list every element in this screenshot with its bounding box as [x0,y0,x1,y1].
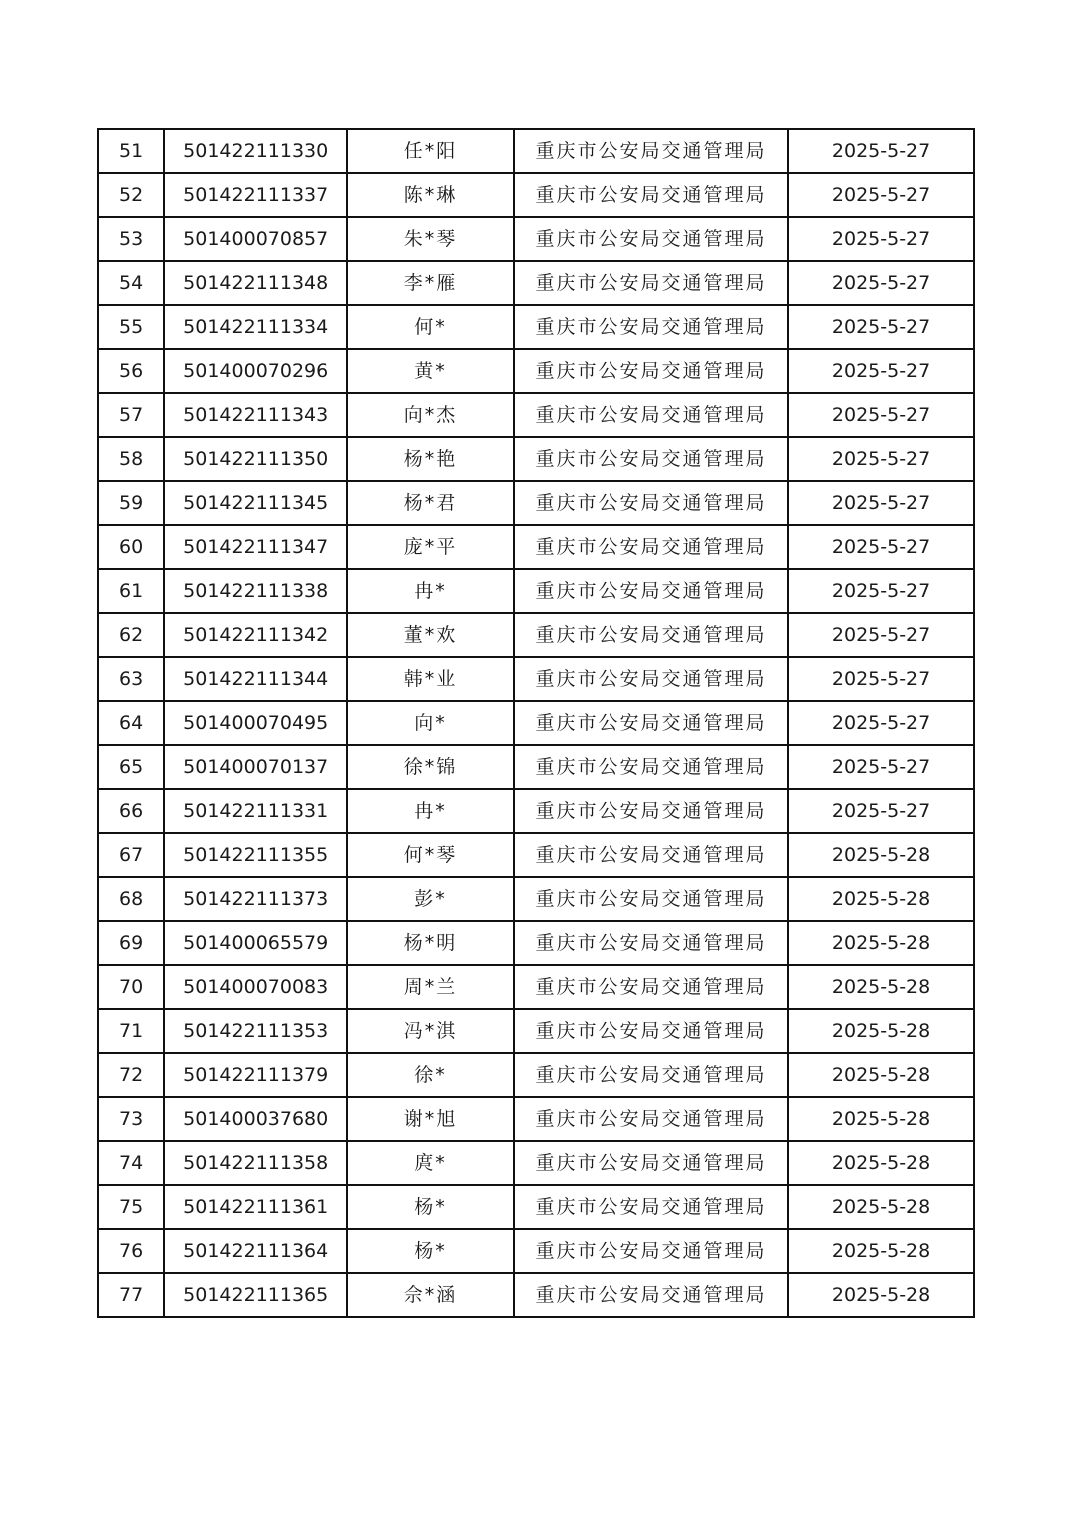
organization-cell: 重庆市公安局交通管理局 [514,877,788,921]
table-row [98,833,974,877]
row-number-cell: 67 [98,833,164,877]
date-cell: 2025-5-27 [788,393,974,437]
name-cell: 周*兰 [347,965,514,1009]
table-row [98,1097,974,1141]
id-number-cell: 501422111343 [164,393,347,437]
table-row [98,1141,974,1185]
name-cell: 李*雁 [347,261,514,305]
table-row [98,129,974,173]
row-number-cell: 54 [98,261,164,305]
organization-cell: 重庆市公安局交通管理局 [514,569,788,613]
date-cell: 2025-5-27 [788,261,974,305]
organization-cell: 重庆市公安局交通管理局 [514,1141,788,1185]
name-cell: 谢*旭 [347,1097,514,1141]
row-number-cell: 56 [98,349,164,393]
organization-cell: 重庆市公安局交通管理局 [514,613,788,657]
table-row [98,789,974,833]
table-row [98,1273,974,1317]
date-cell: 2025-5-28 [788,1141,974,1185]
date-cell: 2025-5-27 [788,349,974,393]
id-number-cell: 501422111361 [164,1185,347,1229]
organization-cell: 重庆市公安局交通管理局 [514,657,788,701]
organization-cell: 重庆市公安局交通管理局 [514,1053,788,1097]
table-row [98,877,974,921]
organization-cell: 重庆市公安局交通管理局 [514,393,788,437]
table-row [98,1009,974,1053]
name-cell: 董*欢 [347,613,514,657]
row-number-cell: 63 [98,657,164,701]
table-row [98,349,974,393]
organization-cell: 重庆市公安局交通管理局 [514,1097,788,1141]
organization-cell: 重庆市公安局交通管理局 [514,129,788,173]
name-cell: 何*琴 [347,833,514,877]
name-cell: 任*阳 [347,129,514,173]
id-number-cell: 501400070083 [164,965,347,1009]
organization-cell: 重庆市公安局交通管理局 [514,217,788,261]
row-number-cell: 52 [98,173,164,217]
name-cell: 杨*艳 [347,437,514,481]
id-number-cell: 501422111345 [164,481,347,525]
row-number-cell: 73 [98,1097,164,1141]
row-number-cell: 55 [98,305,164,349]
date-cell: 2025-5-28 [788,833,974,877]
table-row [98,393,974,437]
id-number-cell: 501422111338 [164,569,347,613]
id-number-cell: 501422111344 [164,657,347,701]
name-cell: 冉* [347,789,514,833]
row-number-cell: 66 [98,789,164,833]
id-number-cell: 501400070137 [164,745,347,789]
name-cell: 黄* [347,349,514,393]
name-cell: 杨* [347,1185,514,1229]
organization-cell: 重庆市公安局交通管理局 [514,437,788,481]
name-cell: 庹* [347,1141,514,1185]
row-number-cell: 64 [98,701,164,745]
table-row [98,525,974,569]
date-cell: 2025-5-27 [788,569,974,613]
organization-cell: 重庆市公安局交通管理局 [514,481,788,525]
row-number-cell: 65 [98,745,164,789]
organization-cell: 重庆市公安局交通管理局 [514,1273,788,1317]
name-cell: 冯*淇 [347,1009,514,1053]
date-cell: 2025-5-27 [788,701,974,745]
date-cell: 2025-5-28 [788,1185,974,1229]
date-cell: 2025-5-28 [788,1097,974,1141]
row-number-cell: 51 [98,129,164,173]
organization-cell: 重庆市公安局交通管理局 [514,525,788,569]
row-number-cell: 61 [98,569,164,613]
row-number-cell: 72 [98,1053,164,1097]
date-cell: 2025-5-27 [788,437,974,481]
id-number-cell: 501400065579 [164,921,347,965]
organization-cell: 重庆市公安局交通管理局 [514,965,788,1009]
name-cell: 杨*君 [347,481,514,525]
date-cell: 2025-5-27 [788,745,974,789]
row-number-cell: 62 [98,613,164,657]
organization-cell: 重庆市公安局交通管理局 [514,701,788,745]
organization-cell: 重庆市公安局交通管理局 [514,745,788,789]
date-cell: 2025-5-27 [788,173,974,217]
organization-cell: 重庆市公安局交通管理局 [514,921,788,965]
id-number-cell: 501422111330 [164,129,347,173]
name-cell: 杨*明 [347,921,514,965]
id-number-cell: 501400037680 [164,1097,347,1141]
name-cell: 陈*琳 [347,173,514,217]
id-number-cell: 501422111358 [164,1141,347,1185]
date-cell: 2025-5-28 [788,965,974,1009]
date-cell: 2025-5-28 [788,1273,974,1317]
row-number-cell: 68 [98,877,164,921]
row-number-cell: 71 [98,1009,164,1053]
organization-cell: 重庆市公安局交通管理局 [514,789,788,833]
id-number-cell: 501422111379 [164,1053,347,1097]
table-row [98,745,974,789]
row-number-cell: 76 [98,1229,164,1273]
organization-cell: 重庆市公安局交通管理局 [514,1009,788,1053]
table-row [98,921,974,965]
id-number-cell: 501422111353 [164,1009,347,1053]
table-row [98,1185,974,1229]
name-cell: 朱*琴 [347,217,514,261]
id-number-cell: 501400070857 [164,217,347,261]
id-number-cell: 501422111364 [164,1229,347,1273]
name-cell: 徐*锦 [347,745,514,789]
id-number-cell: 501422111373 [164,877,347,921]
row-number-cell: 77 [98,1273,164,1317]
table-row [98,481,974,525]
name-cell: 何* [347,305,514,349]
name-cell: 徐* [347,1053,514,1097]
record-table-body [98,129,974,1317]
name-cell: 佘*涵 [347,1273,514,1317]
name-cell: 向* [347,701,514,745]
row-number-cell: 70 [98,965,164,1009]
table-row [98,965,974,1009]
name-cell: 冉* [347,569,514,613]
id-number-cell: 501422111350 [164,437,347,481]
table-row [98,217,974,261]
organization-cell: 重庆市公安局交通管理局 [514,261,788,305]
id-number-cell: 501422111347 [164,525,347,569]
date-cell: 2025-5-28 [788,877,974,921]
name-cell: 庞*平 [347,525,514,569]
row-number-cell: 75 [98,1185,164,1229]
name-cell: 向*杰 [347,393,514,437]
organization-cell: 重庆市公安局交通管理局 [514,305,788,349]
organization-cell: 重庆市公安局交通管理局 [514,1185,788,1229]
organization-cell: 重庆市公安局交通管理局 [514,349,788,393]
date-cell: 2025-5-27 [788,305,974,349]
name-cell: 韩*业 [347,657,514,701]
table-row [98,701,974,745]
name-cell: 杨* [347,1229,514,1273]
row-number-cell: 60 [98,525,164,569]
date-cell: 2025-5-27 [788,481,974,525]
id-number-cell: 501422111331 [164,789,347,833]
row-number-cell: 57 [98,393,164,437]
id-number-cell: 501400070296 [164,349,347,393]
id-number-cell: 501422111342 [164,613,347,657]
date-cell: 2025-5-28 [788,1009,974,1053]
table-row [98,1229,974,1273]
table-row [98,569,974,613]
table-row [98,437,974,481]
row-number-cell: 74 [98,1141,164,1185]
date-cell: 2025-5-27 [788,657,974,701]
date-cell: 2025-5-27 [788,789,974,833]
row-number-cell: 59 [98,481,164,525]
row-number-cell: 69 [98,921,164,965]
date-cell: 2025-5-28 [788,1053,974,1097]
id-number-cell: 501422111334 [164,305,347,349]
table-row [98,305,974,349]
table-row [98,657,974,701]
date-cell: 2025-5-28 [788,921,974,965]
date-cell: 2025-5-27 [788,129,974,173]
date-cell: 2025-5-28 [788,1229,974,1273]
date-cell: 2025-5-27 [788,525,974,569]
table-row [98,173,974,217]
id-number-cell: 501422111348 [164,261,347,305]
record-table [97,128,975,1318]
organization-cell: 重庆市公安局交通管理局 [514,1229,788,1273]
date-cell: 2025-5-27 [788,613,974,657]
id-number-cell: 501422111365 [164,1273,347,1317]
row-number-cell: 53 [98,217,164,261]
table-row [98,613,974,657]
table-row [98,261,974,305]
id-number-cell: 501400070495 [164,701,347,745]
table-row [98,1053,974,1097]
row-number-cell: 58 [98,437,164,481]
date-cell: 2025-5-27 [788,217,974,261]
organization-cell: 重庆市公安局交通管理局 [514,833,788,877]
id-number-cell: 501422111355 [164,833,347,877]
organization-cell: 重庆市公安局交通管理局 [514,173,788,217]
id-number-cell: 501422111337 [164,173,347,217]
name-cell: 彭* [347,877,514,921]
